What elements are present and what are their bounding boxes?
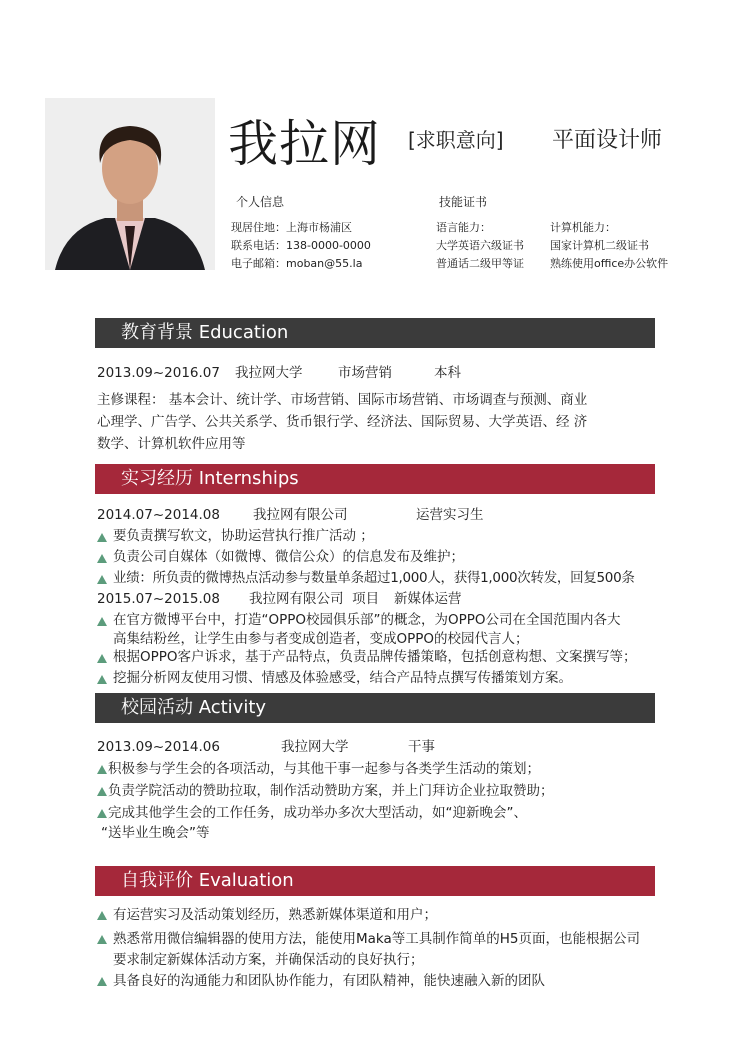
phone: 联系电话：138-0000-0000 <box>231 239 371 252</box>
language-skills <box>436 219 524 273</box>
evaluation-section <box>97 904 640 992</box>
activity-date: 2013.09~2014.06 <box>97 739 220 755</box>
address: 现居住地：上海市杨浦区 <box>231 221 352 234</box>
skills-title: 技能证书 <box>439 195 488 209</box>
computer-skills <box>550 219 668 273</box>
job-date: 2014.07~2014.08 <box>97 507 220 523</box>
job-company: 我拉网有限公司 <box>253 507 348 523</box>
personal-info-title: 个人信息 <box>236 195 285 209</box>
activity-section <box>97 736 554 842</box>
job-bullet: 业绩：所负责的微博热点活动参与数量单条超过1,000人，获得1,000次转发，回复500条 <box>97 568 637 589</box>
evaluation-bullet: 熟悉常用微信编辑器的使用方法，能使用Maka等工具制作简单的H5页面，也能根据公司 <box>97 928 640 950</box>
activity-bullet: 负责学院活动的赞助拉取，制作活动赞助方案，并上门拜访企业拉取赞助； <box>97 780 554 802</box>
degree: 本科 <box>434 365 461 381</box>
internships-section <box>97 505 637 689</box>
personal-info-list <box>231 219 371 273</box>
language-item: 普通话二级甲等证 <box>436 257 524 270</box>
job-bullet: 挖掘分析网友使用习惯、情感及体验感受，结合产品特点撰写传播策划方案。 <box>97 668 637 689</box>
education-date: 2013.09~2016.07 <box>97 365 220 381</box>
computer-item: 国家计算机二级证书 <box>550 239 649 252</box>
profile-photo <box>45 98 215 270</box>
candidate-name: 我拉网 <box>228 115 381 173</box>
school: 我拉网大学 <box>235 365 303 381</box>
major: 市场营销 <box>338 365 392 381</box>
section-header-education: 教育背景 Education <box>95 318 655 348</box>
language-item: 大学英语六级证书 <box>436 239 524 252</box>
activity-org: 我拉网大学 <box>281 739 349 755</box>
activity-bullet: 积极参与学生会的各项活动，与其他干事一起参与各类学生活动的策划； <box>97 758 554 780</box>
job-date: 2015.07~2015.08 <box>97 591 220 607</box>
evaluation-bullet: 有运营实习及活动策划经历，熟悉新媒体渠道和用户； <box>97 904 640 926</box>
computer-item: 熟练使用office办公软件 <box>550 257 669 270</box>
activity-role: 干事 <box>408 739 435 755</box>
courses-line: 主修课程： 基本会计、统计学、市场营销、国际市场营销、市场调查与预测、商业 <box>97 392 588 408</box>
job-row <box>97 505 637 526</box>
computer-label: 计算机能力： <box>550 221 616 234</box>
courses-line: 心理学、广告学、公共关系学、货币银行学、经济法、国际贸易、大学英语、经 济 <box>97 414 588 430</box>
job-bullet: 负责公司自媒体（如微博、微信公众）的信息发布及维护； <box>97 547 637 568</box>
activity-bullet: 完成其他学生会的工作任务，成功举办多次大型活动，如“迎新晚会”、 <box>97 802 554 824</box>
evaluation-bullet: 具备良好的沟通能力和团队协作能力，有团队精神，能快速融入新的团队 <box>97 970 640 992</box>
job-bullet: 在官方微博平台中，打造“OPPO校园俱乐部”的概念，为OPPO公司在全国范围内各大 <box>97 610 637 631</box>
job-role: 运营实习生 <box>416 507 484 523</box>
job-intent-label: [求职意向] <box>408 128 504 152</box>
courses-line: 数学、计算机软件应用等 <box>97 436 246 452</box>
job-bullet-continuation: 高集结粉丝，让学生由参与者变成创造者，变成OPPO的校园代言人； <box>113 631 529 647</box>
education-section <box>97 362 587 455</box>
job-position: 平面设计师 <box>552 128 663 153</box>
job-bullet: 要负责撰写软文，协助运营执行推广活动 ； <box>97 526 637 547</box>
job-company: 我拉网有限公司 项目 <box>249 591 380 607</box>
job-bullet: 根据OPPO客户诉求，基于产品特点，负责品牌传播策略，包括创意构想、文案撰写等； <box>97 647 637 668</box>
language-label: 语言能力： <box>436 221 491 234</box>
job-row <box>97 589 637 610</box>
activity-bullet-continuation: “送毕业生晚会”等 <box>101 825 210 841</box>
activity-row <box>97 736 554 758</box>
evaluation-bullet-continuation: 要求制定新媒体活动方案，并确保活动的良好执行； <box>113 952 424 968</box>
section-header-activity: 校园活动 Activity <box>95 693 655 723</box>
job-role: 新媒体运营 <box>394 591 462 607</box>
education-row <box>97 362 587 384</box>
section-header-internships: 实习经历 Internships <box>95 464 655 494</box>
email: 电子邮箱：moban@55.la <box>231 257 363 270</box>
section-header-evaluation: 自我评价 Evaluation <box>95 866 655 896</box>
